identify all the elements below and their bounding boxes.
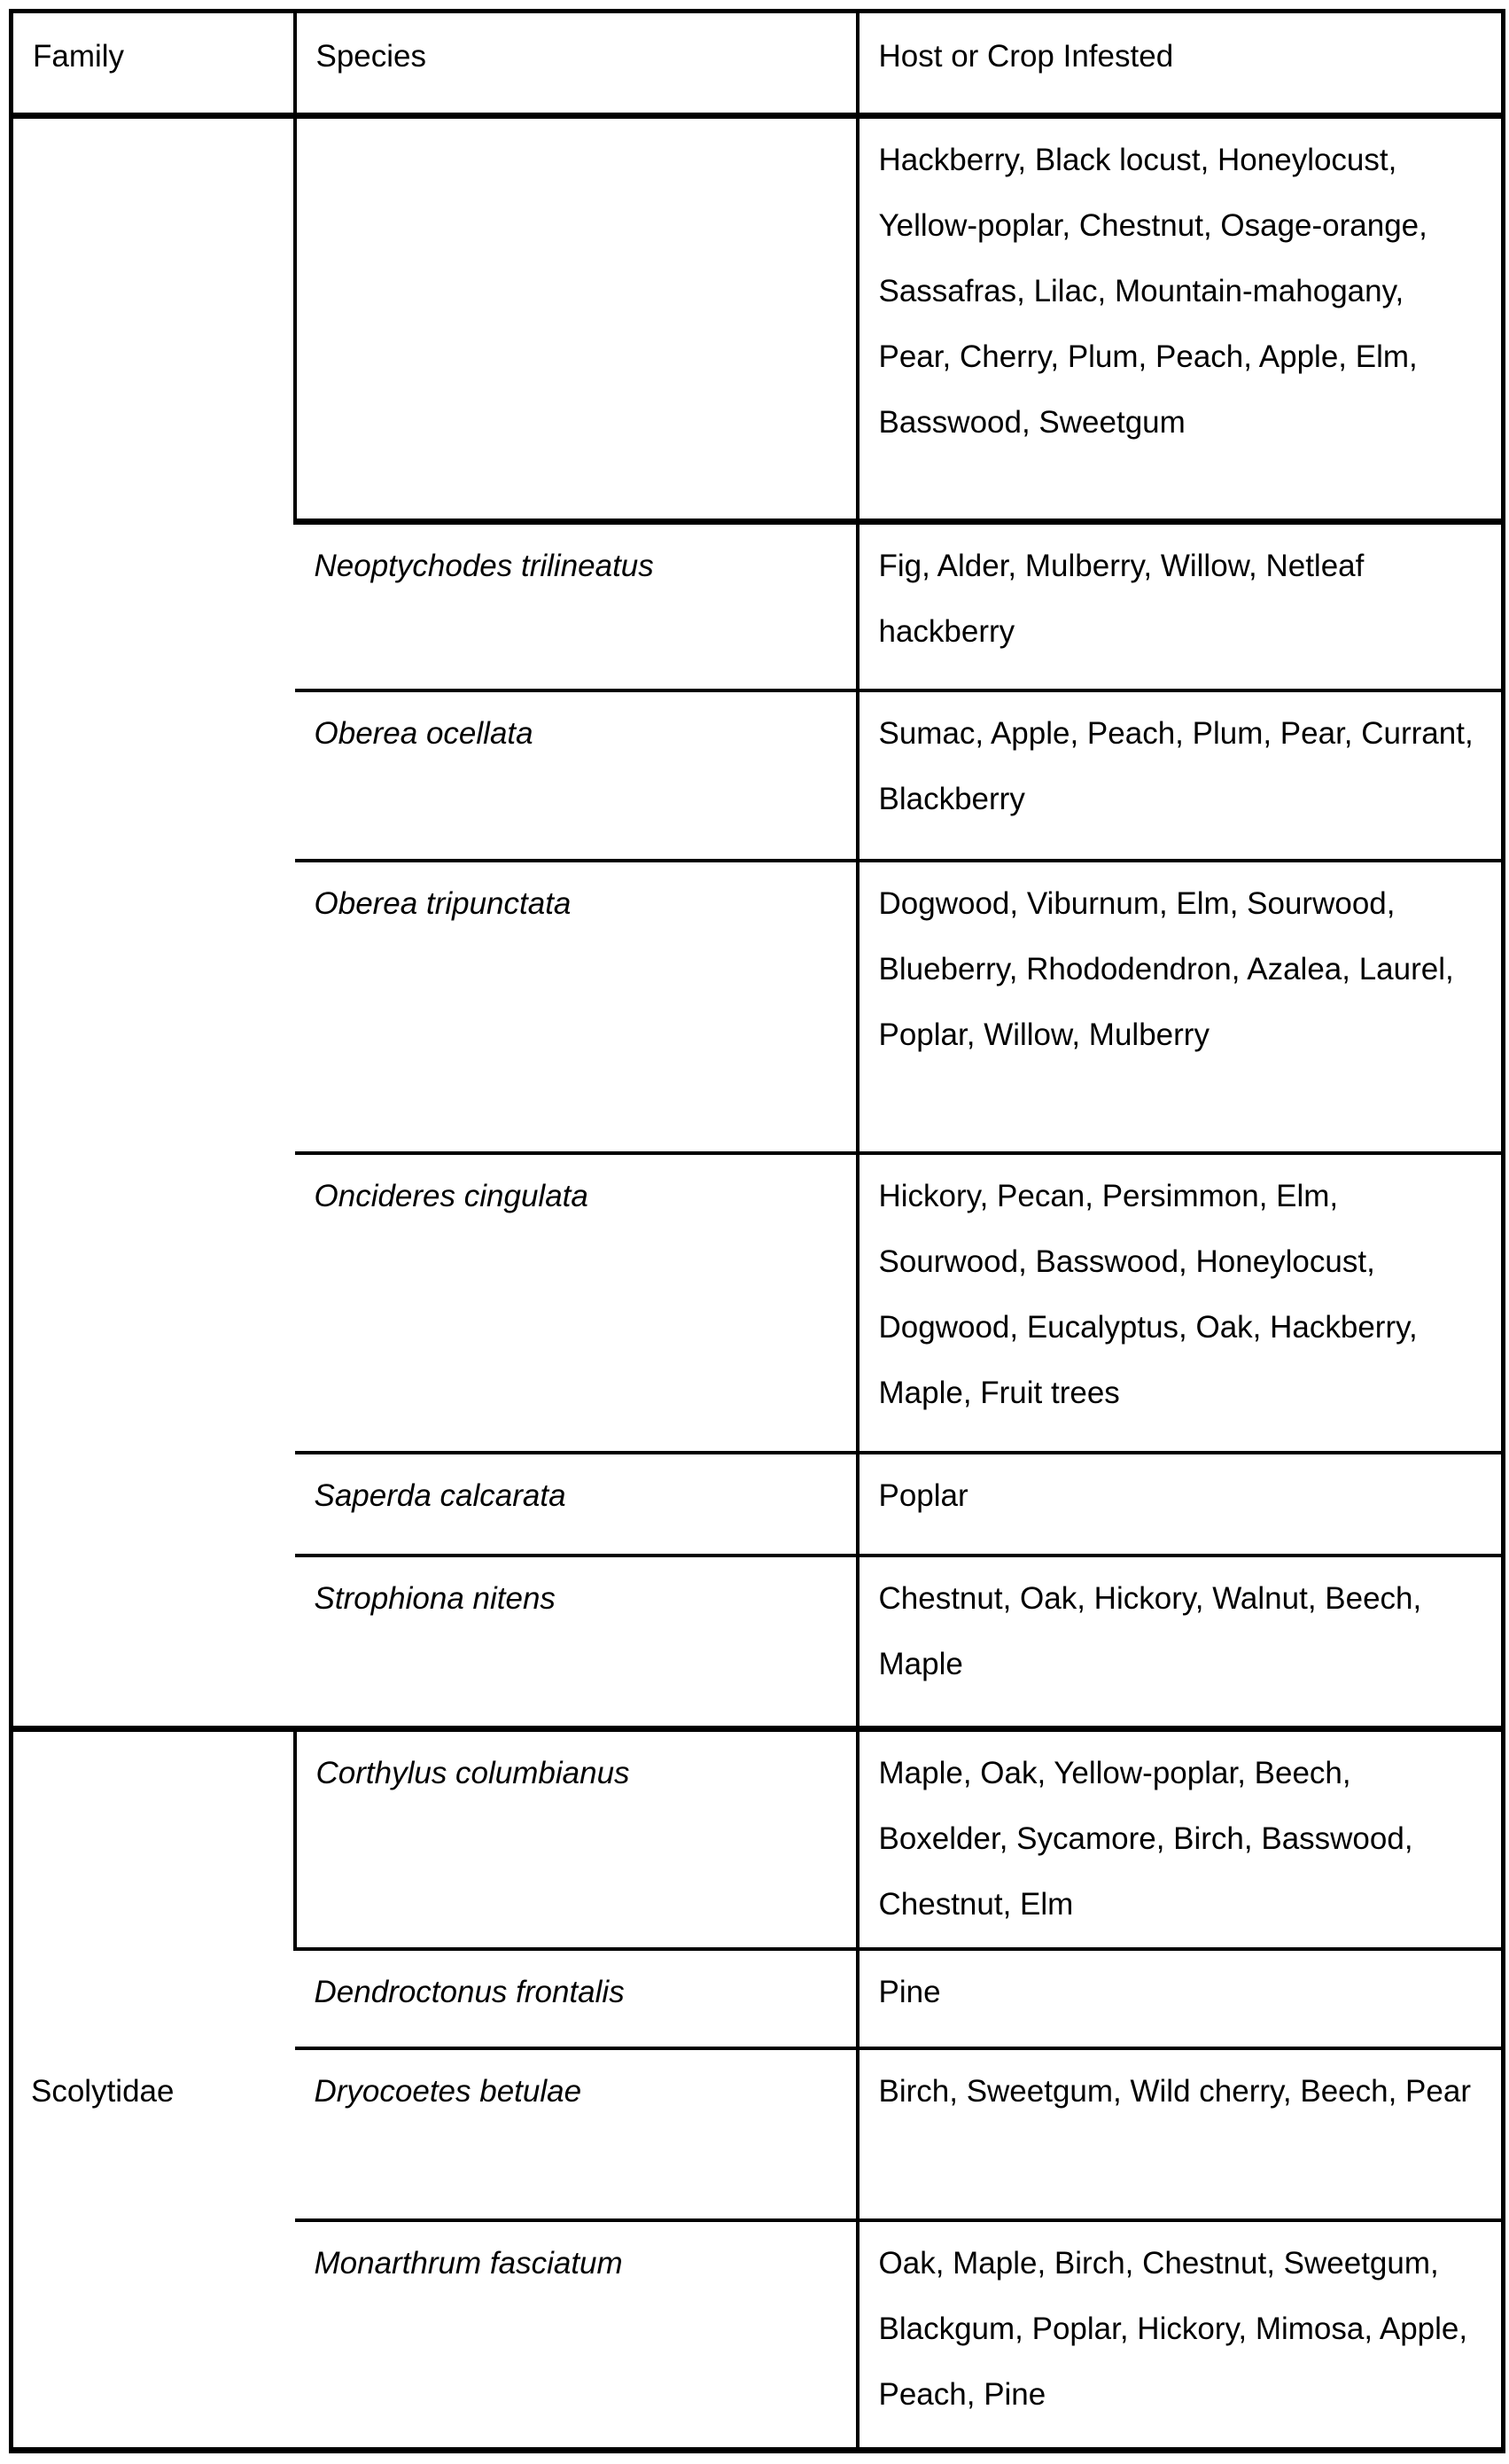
host-cell: Sumac, Apple, Peach, Plum, Pear, Currant, Blackberry [858, 690, 1504, 861]
host-cell: Hickory, Pecan, Persimmon, Elm, Sourwood, Basswood, Honeylocust, Dogwood, Eucalyptus, Oak, Hackberry, Maple, Fruit trees [858, 1153, 1504, 1453]
species-cell: Dryocoetes betulae [295, 2048, 858, 2220]
col-header-host: Host or Crop Infested [858, 12, 1504, 116]
header-row [12, 12, 1504, 116]
species-cell: Oncideres cingulata [295, 1153, 858, 1453]
species-cell: Monarthrum fasciatum [295, 2220, 858, 2451]
host-cell: Maple, Oak, Yellow-poplar, Beech, Boxelder, Sycamore, Birch, Basswood, Chestnut, Elm [858, 1729, 1504, 1949]
host-cell: Hackberry, Black locust, Honeylocust, Yellow-poplar, Chestnut, Osage-orange, Sassafras, Lilac, Mountain-mahogany, Pear, Cherry, Plum, Peach, Apple, Elm, Basswood, Sweetgum [858, 116, 1504, 522]
host-cell: Pine [858, 1949, 1504, 2048]
species-cell: Corthylus columbianus [295, 1729, 858, 1949]
species-cell: Strophiona nitens [295, 1556, 858, 1729]
col-header-family: Family [12, 12, 295, 116]
table-row [12, 1729, 1504, 1949]
species-cell: Dendroctonus frontalis [295, 1949, 858, 2048]
host-cell: Chestnut, Oak, Hickory, Walnut, Beech, Maple [858, 1556, 1504, 1729]
species-cell: Oberea ocellata [295, 690, 858, 861]
host-cell: Birch, Sweetgum, Wild cherry, Beech, Pear [858, 2048, 1504, 2220]
col-header-species: Species [295, 12, 858, 116]
species-cell: Neoptychodes trilineatus [295, 522, 858, 690]
table-row [12, 116, 1504, 522]
family-cell-blank [12, 116, 295, 1729]
species-cell [295, 116, 858, 522]
species-cell: Saperda calcarata [295, 1453, 858, 1556]
host-cell: Oak, Maple, Birch, Chestnut, Sweetgum, Blackgum, Poplar, Hickory, Mimosa, Apple, Peach, Pine [858, 2220, 1504, 2451]
host-cell: Fig, Alder, Mulberry, Willow, Netleaf hackberry [858, 522, 1504, 690]
host-cell: Dogwood, Viburnum, Elm, Sourwood, Blueberry, Rhododendron, Azalea, Laurel, Poplar, Willow, Mulberry [858, 861, 1504, 1153]
species-host-table [9, 9, 1505, 2453]
host-cell: Poplar [858, 1453, 1504, 1556]
species-cell: Oberea tripunctata [295, 861, 858, 1153]
family-cell-scolytidae: Scolytidae [12, 1729, 295, 2451]
